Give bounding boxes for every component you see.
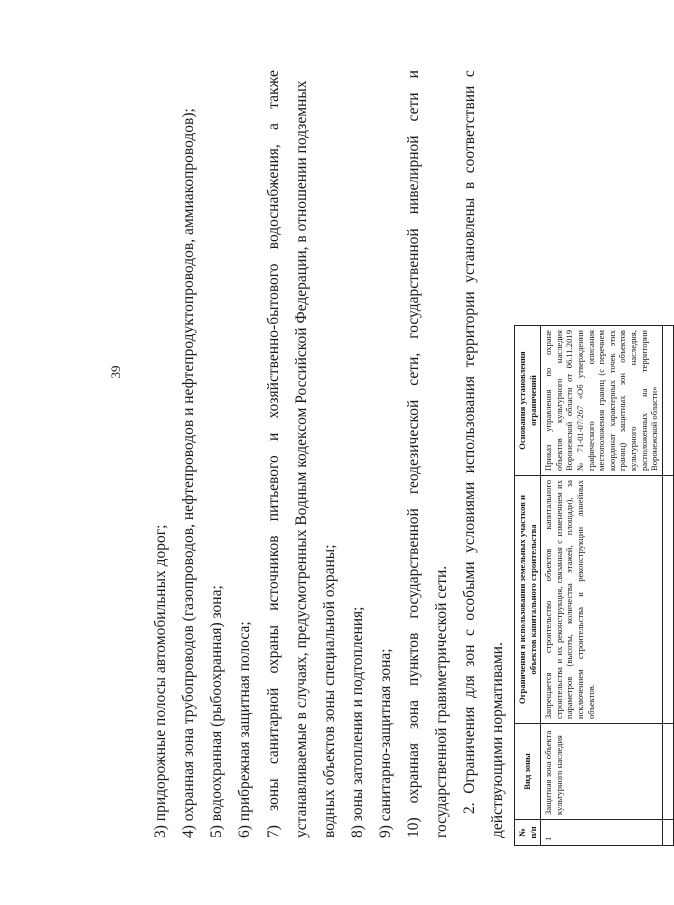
item-7-line-3: водных объектов зоны специальной охраны;	[321, 544, 338, 838]
restrictions-table	[514, 325, 674, 846]
table-row	[541, 326, 663, 846]
item-9: 9) санитарно-защитная зона;	[377, 648, 394, 838]
item-3: 3) придорожные полосы автомобильных дорог;	[152, 524, 169, 838]
header-num: № п/п	[515, 820, 541, 846]
cell-num: 1	[541, 820, 663, 846]
table-row-empty	[662, 326, 673, 846]
item-6: 6) прибрежная защитная полоса;	[236, 621, 253, 838]
item-5: 5) водоохранная (рыбоохранная) зона;	[208, 585, 225, 838]
item-4: 4) охранная зона трубопроводов (газопроводов, нефтепроводов и нефтепродуктопроводов, аммиакопроводов);	[180, 108, 197, 838]
cell-restrictions: Запрещается строительство объектов капитального строительства и их реконструкция, связанная с изменением их параметров (высоты, количества этажей, площади), за исключением строительства и реконструкции линейных объектов.	[541, 476, 663, 724]
header-basis: Основания установления ограничений	[515, 326, 541, 476]
item-8: 8) зоны затопления и подтопления;	[349, 606, 366, 838]
item-7-line-1: 7) зоны санитарной охраны источников питьевого и хозяйственно-бытового водоснабжения, а также	[265, 70, 282, 838]
rotated-content	[40, 60, 660, 850]
cell-basis: Приказ управления по охране объектов культурного наследия Воронежской области от 06.11.2019 № 71-01-07/267 «Об утверждении графического описания местоположения границ (с перечнем координат характерных точек этих границ) защитных зон объектов культурного наследия, расположенных на территории Воронежской области»	[541, 326, 663, 476]
item-7-line-2: устанавливаемые в случаях, предусмотренных Водным кодексом Российской Федерации, в отношении подземных	[293, 80, 310, 838]
section-2-line-1: 2. Ограничения для зон с особыми условиями использования территории установлены в соответствии с	[461, 70, 478, 814]
section-2-line-2: действующими нормативами.	[489, 642, 506, 838]
table-header-row	[515, 326, 541, 846]
page-number: 39	[108, 365, 123, 379]
item-10-line-2: государственной гравиметрической сети.	[433, 565, 450, 838]
header-zone: Вид зоны	[515, 724, 541, 820]
cell-zone: Защитная зона объекта культурного наследия	[541, 724, 663, 820]
header-restrictions: Ограничения в использовании земельных участков и объектов капитального строительства	[515, 476, 541, 724]
item-10-line-1: 10) охранная зона пунктов государственной геодезической сети, государственной нивелирной сети и	[405, 70, 422, 838]
